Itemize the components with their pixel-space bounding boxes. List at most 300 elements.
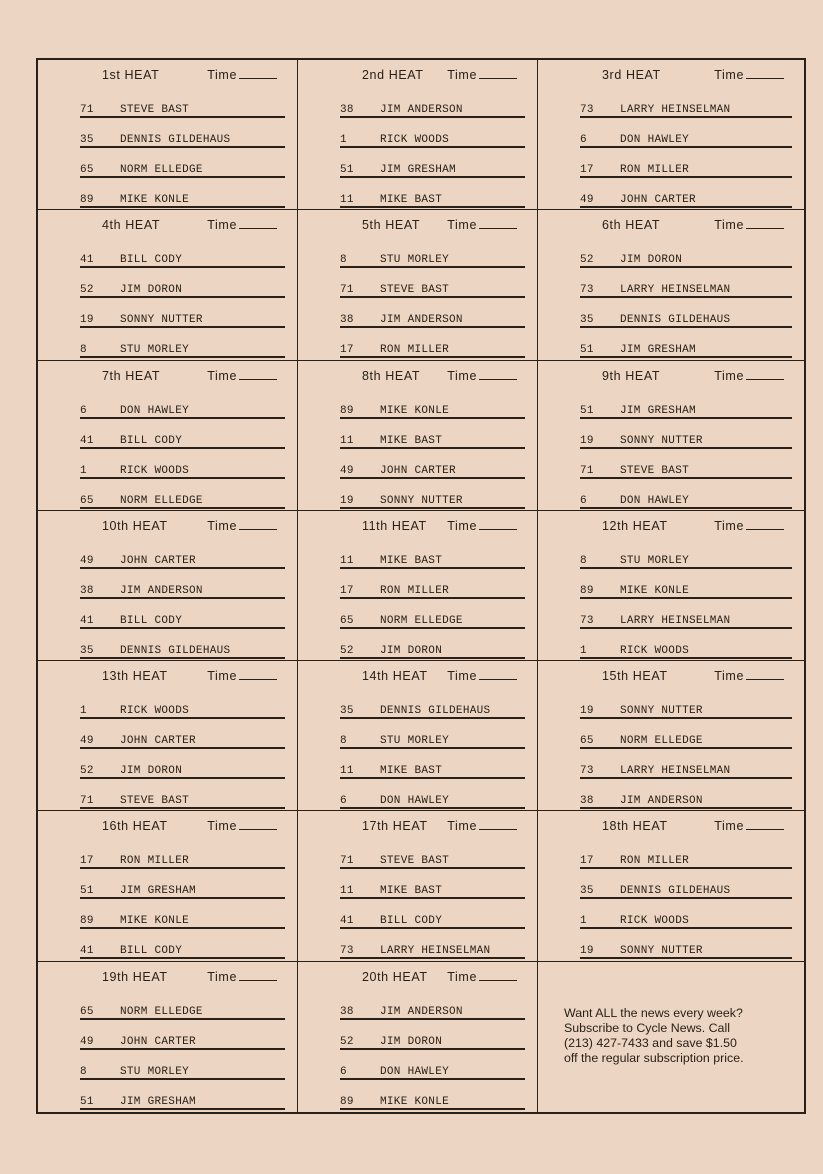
time-label: Time <box>447 518 477 533</box>
rider-name: MIKE BAST <box>380 885 443 898</box>
rider-number: 38 <box>340 104 354 116</box>
time-blank <box>746 379 784 380</box>
rider-name: JOHN CARTER <box>620 194 696 206</box>
time-blank <box>746 228 784 229</box>
rider-name: JIM GRESHAM <box>620 404 696 417</box>
heat-header <box>340 970 529 990</box>
rider-number: 11 <box>340 434 354 447</box>
heat-title: 10th HEAT <box>102 518 168 533</box>
heat-title: 20th HEAT <box>362 969 428 984</box>
rider-row <box>340 178 525 208</box>
rider-name: JOHN CARTER <box>120 735 196 748</box>
rider-number: 8 <box>80 344 87 357</box>
rider-number: 19 <box>80 314 94 327</box>
time-blank <box>239 529 277 530</box>
time-label: Time <box>447 368 477 383</box>
rider-row <box>340 148 525 178</box>
heat-header <box>580 369 796 389</box>
rider-name: DENNIS GILDEHAUS <box>380 705 491 718</box>
rider-row <box>80 118 285 148</box>
rider-name: JIM ANDERSON <box>620 795 703 808</box>
heat-box <box>298 511 538 661</box>
rider-number: 71 <box>80 104 94 116</box>
heat-header <box>580 218 796 238</box>
rider-number: 51 <box>580 404 594 417</box>
rider-number: 89 <box>80 194 94 206</box>
time-label: Time <box>447 819 477 834</box>
rider-name: DON HAWLEY <box>620 134 690 146</box>
rider-number: 71 <box>340 284 354 297</box>
rider-number: 65 <box>580 735 594 748</box>
heat-header <box>340 669 529 689</box>
rider-row <box>80 1080 285 1110</box>
heat-box <box>298 962 538 1112</box>
rider-number: 71 <box>80 795 94 808</box>
time-blank <box>239 679 277 680</box>
rider-number: 52 <box>80 765 94 778</box>
rider-row <box>340 539 525 569</box>
rider-name: MIKE KONLE <box>120 915 190 928</box>
rider-number: 65 <box>80 164 94 176</box>
rider-row <box>340 328 525 358</box>
heat-time-field <box>714 218 784 232</box>
rider-number: 52 <box>580 254 594 267</box>
rider-number: 6 <box>340 1065 347 1078</box>
rider-name: STEVE BAST <box>380 284 450 297</box>
rider-name: JIM DORON <box>380 1035 443 1048</box>
rider-name: NORM ELLEDGE <box>120 1005 203 1018</box>
rider-number: 41 <box>340 915 354 928</box>
rider-number: 11 <box>340 194 354 206</box>
rider-number: 52 <box>340 1035 354 1048</box>
heat-header <box>340 218 529 238</box>
rider-name: RICK WOODS <box>380 134 450 146</box>
rider-name: DON HAWLEY <box>620 494 690 507</box>
rider-number: 89 <box>580 584 594 597</box>
rider-row <box>80 779 285 809</box>
rider-number: 65 <box>80 1005 94 1018</box>
rider-number: 49 <box>80 554 94 567</box>
rider-name: LARRY HEINSELMAN <box>620 104 731 116</box>
heat-box <box>538 811 804 961</box>
rider-name: MIKE KONLE <box>380 1095 450 1108</box>
rider-row <box>340 990 525 1020</box>
heat-box <box>38 511 298 661</box>
rider-row <box>580 839 792 869</box>
rider-name: MIKE BAST <box>380 554 443 567</box>
rider-row <box>340 419 525 449</box>
heat-time-field <box>447 369 517 383</box>
time-label: Time <box>447 68 477 82</box>
rider-row <box>80 419 285 449</box>
heat-header <box>80 369 289 389</box>
heat-box <box>538 210 804 360</box>
time-label: Time <box>447 969 477 984</box>
rider-row <box>340 118 525 148</box>
heat-box <box>298 210 538 360</box>
time-blank <box>239 829 277 830</box>
rider-number: 11 <box>340 885 354 898</box>
rider-row <box>80 689 285 719</box>
heat-time-field <box>207 669 277 683</box>
heat-title: 11th HEAT <box>362 518 427 533</box>
heat-title: 15th HEAT <box>602 669 668 684</box>
rider-row <box>340 268 525 298</box>
rider-name: MIKE BAST <box>380 434 443 447</box>
rider-number: 17 <box>340 344 354 357</box>
rider-number: 8 <box>580 554 587 567</box>
rider-row <box>80 298 285 328</box>
rider-name: JOHN CARTER <box>380 464 456 477</box>
time-label: Time <box>207 969 237 984</box>
rider-name: NORM ELLEDGE <box>120 164 203 176</box>
rider-row <box>580 449 792 479</box>
ad-line: off the regular subscription price. <box>564 1050 744 1065</box>
rider-number: 6 <box>580 134 587 146</box>
time-blank <box>746 78 784 79</box>
rider-row <box>340 298 525 328</box>
rider-number: 1 <box>340 134 347 146</box>
rider-name: JIM ANDERSON <box>380 1005 463 1018</box>
rider-name: BILL CODY <box>380 915 443 928</box>
rider-row <box>580 779 792 809</box>
rider-name: STEVE BAST <box>120 795 190 808</box>
rider-row <box>80 88 285 118</box>
rider-row <box>340 839 525 869</box>
rider-number: 73 <box>340 945 354 958</box>
time-label: Time <box>207 368 237 383</box>
rider-number: 51 <box>580 344 594 357</box>
rider-row <box>580 268 792 298</box>
heat-header <box>580 68 796 88</box>
heat-title: 9th HEAT <box>602 368 661 383</box>
rider-row <box>340 749 525 779</box>
rider-name: RON MILLER <box>120 855 190 868</box>
rider-name: RON MILLER <box>620 855 690 868</box>
rider-number: 89 <box>340 404 354 417</box>
time-blank <box>479 78 517 79</box>
rider-row <box>340 899 525 929</box>
heat-header <box>580 669 796 689</box>
heat-time-field <box>447 68 517 82</box>
rider-number: 41 <box>80 254 94 267</box>
time-label: Time <box>714 669 744 684</box>
rider-number: 19 <box>580 705 594 718</box>
rider-row <box>340 689 525 719</box>
rider-number: 8 <box>80 1065 87 1078</box>
time-blank <box>479 829 517 830</box>
rider-number: 19 <box>580 945 594 958</box>
rider-number: 52 <box>80 284 94 297</box>
rider-number: 19 <box>340 494 354 507</box>
rider-name: JOHN CARTER <box>120 554 196 567</box>
time-label: Time <box>714 368 744 383</box>
heat-time-field <box>447 218 517 232</box>
rider-row <box>580 118 792 148</box>
heat-header <box>340 819 529 839</box>
rider-number: 73 <box>580 284 594 297</box>
rider-number: 35 <box>80 134 94 146</box>
time-blank <box>746 829 784 830</box>
rider-row <box>580 419 792 449</box>
time-blank <box>746 529 784 530</box>
heat-title: 19th HEAT <box>102 969 168 984</box>
time-blank <box>239 980 277 981</box>
rider-number: 1 <box>80 705 87 718</box>
rider-row <box>80 1020 285 1050</box>
rider-name: MIKE KONLE <box>120 194 190 206</box>
rider-row <box>340 869 525 899</box>
rider-row <box>580 238 792 268</box>
rider-row <box>580 569 792 599</box>
heat-time-field <box>714 369 784 383</box>
time-label: Time <box>447 218 477 233</box>
rider-row <box>80 389 285 419</box>
rider-name: LARRY HEINSELMAN <box>380 945 491 958</box>
rider-row <box>340 569 525 599</box>
heat-title: 14th HEAT <box>362 669 428 684</box>
rider-row <box>580 328 792 358</box>
rider-row <box>80 629 285 659</box>
rider-row <box>340 779 525 809</box>
rider-name: RON MILLER <box>620 164 690 176</box>
time-label: Time <box>714 518 744 533</box>
rider-number: 35 <box>580 314 594 327</box>
rider-row <box>580 178 792 208</box>
rider-name: DON HAWLEY <box>120 404 190 417</box>
rider-number: 17 <box>580 164 594 176</box>
rider-name: STU MORLEY <box>380 735 450 748</box>
heat-time-field <box>714 819 784 833</box>
heat-box <box>538 511 804 661</box>
heat-time-field <box>447 669 517 683</box>
rider-number: 35 <box>580 885 594 898</box>
ad-line: (213) 427-7433 and save $1.50 <box>564 1035 737 1050</box>
rider-number: 19 <box>580 434 594 447</box>
heat-title: 12th HEAT <box>602 518 668 533</box>
heat-box <box>298 661 538 811</box>
heat-title: 17th HEAT <box>362 819 428 834</box>
heat-header <box>340 369 529 389</box>
rider-number: 65 <box>340 614 354 627</box>
heat-time-field <box>207 519 277 533</box>
rider-number: 51 <box>340 164 354 176</box>
rider-number: 89 <box>340 1095 354 1108</box>
time-label: Time <box>207 518 237 533</box>
rider-row <box>340 479 525 509</box>
rider-row <box>580 148 792 178</box>
rider-name: JOHN CARTER <box>120 1035 196 1048</box>
rider-name: JIM GRESHAM <box>120 1095 196 1108</box>
rider-row <box>80 599 285 629</box>
ad-line: Want ALL the news every week? <box>564 1005 743 1020</box>
time-blank <box>239 228 277 229</box>
heat-time-field <box>207 369 277 383</box>
time-blank <box>479 529 517 530</box>
subscription-ad <box>538 962 804 1112</box>
rider-name: RON MILLER <box>380 344 450 357</box>
rider-number: 73 <box>580 765 594 778</box>
heat-header <box>80 218 289 238</box>
heat-time-field <box>207 68 277 82</box>
rider-number: 52 <box>340 644 354 657</box>
rider-row <box>340 1050 525 1080</box>
heat-header <box>80 68 289 88</box>
rider-number: 73 <box>580 104 594 116</box>
rider-row <box>340 389 525 419</box>
rider-name: JIM GRESHAM <box>380 164 456 176</box>
heat-time-field <box>207 970 277 984</box>
rider-row <box>340 599 525 629</box>
rider-name: LARRY HEINSELMAN <box>620 284 731 297</box>
rider-row <box>580 929 792 959</box>
time-label: Time <box>714 68 744 82</box>
heat-header <box>580 519 796 539</box>
heat-header <box>580 819 796 839</box>
rider-row <box>580 389 792 419</box>
heat-box <box>38 962 298 1112</box>
rider-row <box>340 719 525 749</box>
heat-box <box>298 811 538 961</box>
rider-name: BILL CODY <box>120 434 183 447</box>
heat-box <box>298 361 538 511</box>
rider-name: BILL CODY <box>120 254 183 267</box>
rider-row <box>580 479 792 509</box>
rider-name: BILL CODY <box>120 614 183 627</box>
heat-box <box>538 60 804 210</box>
rider-number: 38 <box>340 314 354 327</box>
time-label: Time <box>714 819 744 834</box>
rider-number: 6 <box>340 795 347 808</box>
rider-row <box>340 449 525 479</box>
rider-number: 71 <box>580 464 594 477</box>
rider-name: DENNIS GILDEHAUS <box>120 644 231 657</box>
rider-row <box>80 479 285 509</box>
heat-time-field <box>447 970 517 984</box>
rider-name: STU MORLEY <box>380 254 450 267</box>
rider-name: STEVE BAST <box>620 464 690 477</box>
rider-row <box>80 839 285 869</box>
rider-name: NORM ELLEDGE <box>120 494 203 507</box>
heat-header <box>80 819 289 839</box>
heat-box <box>38 60 298 210</box>
rider-row <box>80 238 285 268</box>
heat-box <box>538 361 804 511</box>
heat-time-field <box>447 819 517 833</box>
rider-number: 38 <box>580 795 594 808</box>
rider-name: NORM ELLEDGE <box>620 735 703 748</box>
time-label: Time <box>714 218 744 233</box>
heat-time-field <box>447 519 517 533</box>
time-label: Time <box>207 218 237 233</box>
rider-number: 49 <box>80 1035 94 1048</box>
rider-row <box>340 88 525 118</box>
rider-row <box>80 539 285 569</box>
rider-name: DENNIS GILDEHAUS <box>120 134 231 146</box>
time-blank <box>479 379 517 380</box>
heat-time-field <box>714 669 784 683</box>
rider-name: JIM DORON <box>120 765 183 778</box>
rider-number: 17 <box>580 855 594 868</box>
heat-title: 4th HEAT <box>102 218 161 233</box>
time-label: Time <box>447 669 477 684</box>
heat-header <box>340 68 529 88</box>
heat-time-field <box>714 68 784 82</box>
rider-row <box>580 749 792 779</box>
time-blank <box>239 78 277 79</box>
heat-header <box>80 519 289 539</box>
rider-number: 49 <box>580 194 594 206</box>
heat-sheet-grid <box>36 58 806 1114</box>
heat-time-field <box>207 819 277 833</box>
rider-name: LARRY HEINSELMAN <box>620 614 731 627</box>
rider-name: JIM ANDERSON <box>380 314 463 327</box>
rider-row <box>580 599 792 629</box>
rider-number: 49 <box>340 464 354 477</box>
rider-row <box>580 629 792 659</box>
rider-row <box>580 869 792 899</box>
heat-title: 18th HEAT <box>602 819 668 834</box>
rider-name: DON HAWLEY <box>380 1065 450 1078</box>
rider-row <box>580 689 792 719</box>
heat-header <box>80 669 289 689</box>
rider-name: DENNIS GILDEHAUS <box>620 885 731 898</box>
rider-row <box>580 539 792 569</box>
heat-title: 13th HEAT <box>102 669 168 684</box>
time-blank <box>479 228 517 229</box>
rider-name: STU MORLEY <box>620 554 690 567</box>
rider-number: 8 <box>340 254 347 267</box>
heat-title: 6th HEAT <box>602 218 661 233</box>
rider-name: JIM GRESHAM <box>120 885 196 898</box>
heat-box <box>38 361 298 511</box>
rider-row <box>80 749 285 779</box>
rider-name: JIM DORON <box>120 284 183 297</box>
heat-box <box>38 210 298 360</box>
rider-row <box>580 88 792 118</box>
rider-number: 6 <box>80 404 87 417</box>
rider-name: DON HAWLEY <box>380 795 450 808</box>
rider-name: RON MILLER <box>380 584 450 597</box>
rider-row <box>340 629 525 659</box>
heat-title: 7th HEAT <box>102 368 161 383</box>
rider-name: SONNY NUTTER <box>620 705 703 718</box>
rider-row <box>340 1020 525 1050</box>
rider-name: JIM ANDERSON <box>380 104 463 116</box>
rider-row <box>80 178 285 208</box>
rider-row <box>80 449 285 479</box>
rider-name: STEVE BAST <box>380 855 450 868</box>
rider-number: 49 <box>80 735 94 748</box>
time-label: Time <box>207 68 237 82</box>
heat-box <box>298 60 538 210</box>
rider-name: SONNY NUTTER <box>380 494 463 507</box>
rider-name: STEVE BAST <box>120 104 190 116</box>
rider-row <box>340 238 525 268</box>
rider-name: STU MORLEY <box>120 1065 190 1078</box>
rider-name: RICK WOODS <box>620 644 690 657</box>
rider-name: JIM ANDERSON <box>120 584 203 597</box>
rider-name: MIKE BAST <box>380 765 443 778</box>
heat-header <box>80 970 289 990</box>
time-blank <box>239 379 277 380</box>
rider-number: 38 <box>340 1005 354 1018</box>
rider-row <box>580 719 792 749</box>
rider-name: JIM DORON <box>380 644 443 657</box>
rider-row <box>80 899 285 929</box>
time-blank <box>479 980 517 981</box>
rider-name: MIKE BAST <box>380 194 443 206</box>
